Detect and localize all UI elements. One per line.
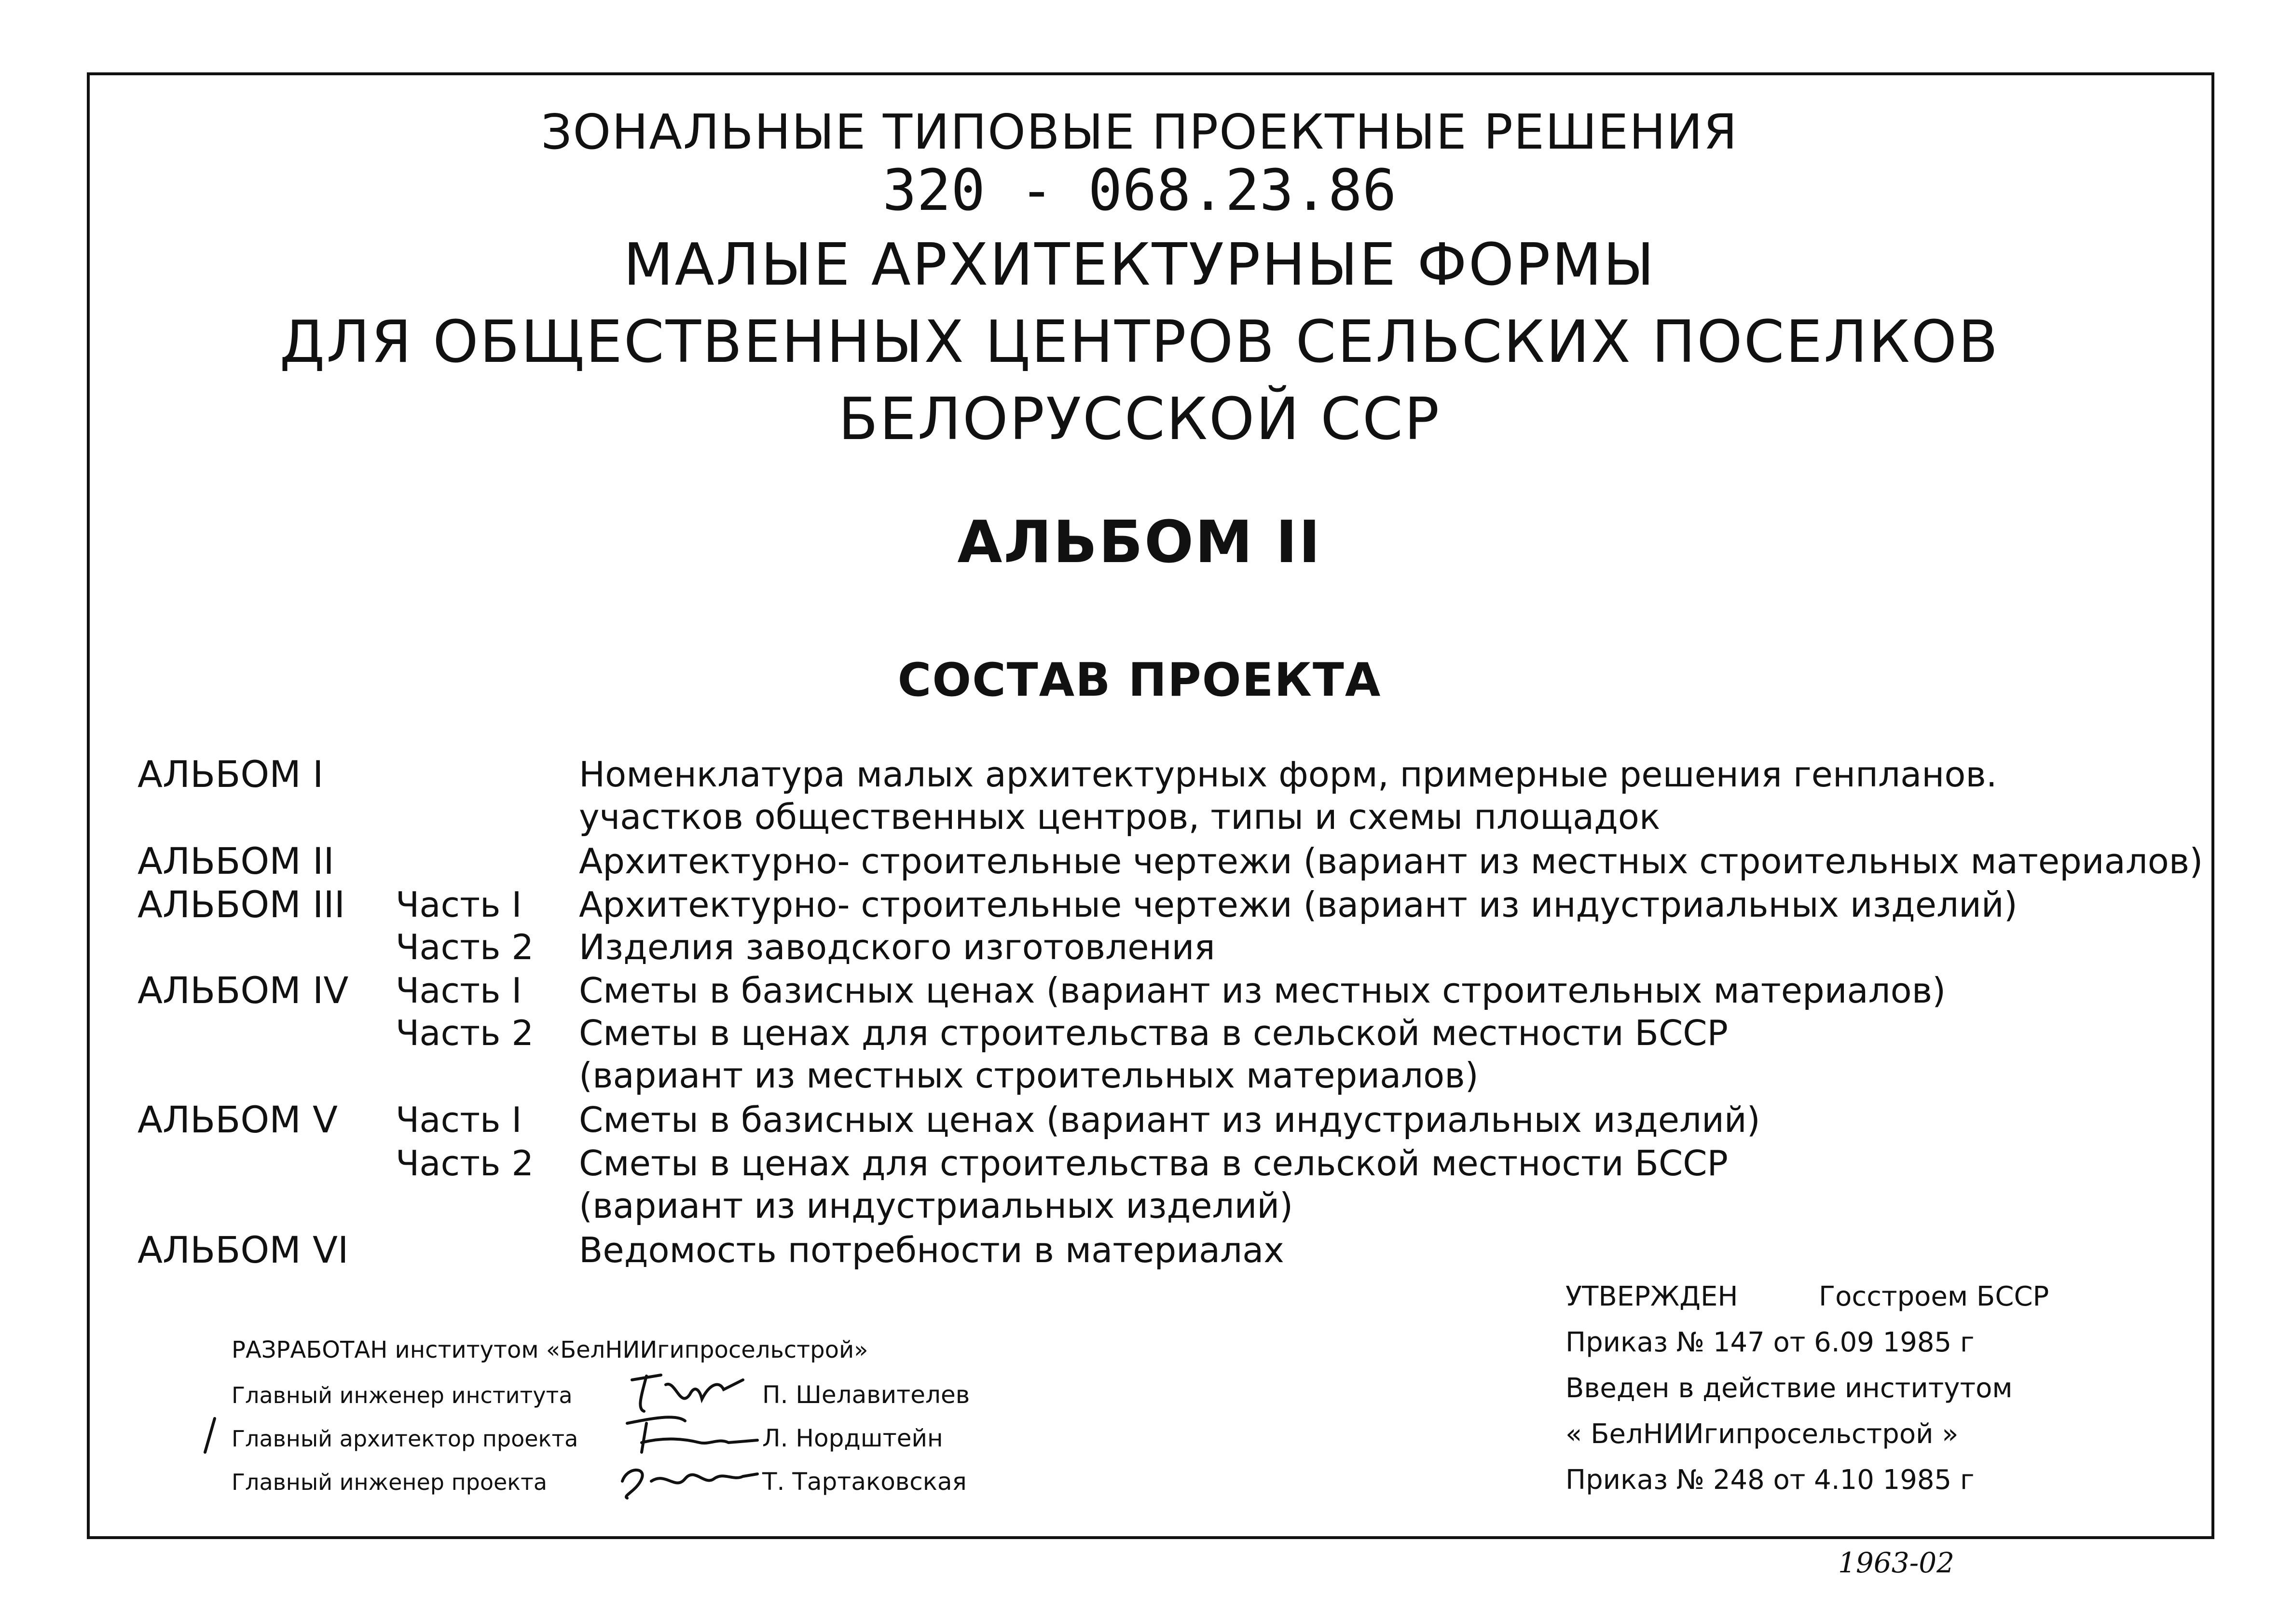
album-number: АЛЬБОМ II [957,509,1322,576]
main-title-line-2: ДЛЯ ОБЩЕСТВЕННЫХ ЦЕНТРОВ СЕЛЬСКИХ ПОСЕЛКОВ [279,309,2000,376]
composition-row [0,925,2279,969]
chief-architect-label: Главный архитектор проекта [232,1426,578,1452]
main-title-line-3: БЕЛОРУССКОЙ ССР [838,386,1441,453]
composition-heading: СОСТАВ ПРОЕКТА [897,654,1382,707]
row-album: АЛЬБОМ III [137,883,345,926]
row-album: АЛЬБОМ IV [137,969,349,1012]
chief-engineer-label: Главный инженер института [232,1382,573,1408]
approval-authority: Госстроем БССР [1819,1281,2049,1312]
margin-mark-icon [198,1414,222,1457]
row-part: Часть I [396,884,522,925]
composition-row [0,1054,2279,1097]
composition-row [0,1142,2279,1185]
row-description: Архитектурно- строительные чертежи (вариант из индустриальных изделий) [579,884,2018,925]
row-part: Часть I [396,970,522,1011]
developer-title: РАЗРАБОТАН институтом «БелНИИгипросельстрой» [232,1336,868,1363]
row-description: Изделия заводского изготовления [579,927,1215,967]
main-title-line-1: МАЛЫЕ АРХИТЕКТУРНЫЕ ФОРМЫ [623,232,1656,299]
signature-project-engineer-icon [613,1452,767,1505]
approval-label: УТВЕРЖДЕН [1565,1281,1738,1312]
row-part: Часть 2 [396,927,534,967]
row-part: Часть 2 [396,1143,534,1184]
row-description: участков общественных центров, типы и схемы площадок [579,797,1661,837]
composition-row [0,1184,2279,1227]
inventory-number: 1963-02 [1838,1546,1955,1579]
composition-row [0,840,2279,883]
row-description: Сметы в базисных ценах (вариант из местных строительных материалов) [579,970,1946,1011]
composition-row [0,969,2279,1012]
composition-row [0,753,2279,796]
project-engineer-name: Т. Тартаковская [762,1468,967,1496]
project-code: 320 - 068.23.86 [882,157,1397,223]
row-album: АЛЬБОМ V [137,1098,338,1141]
row-part: Часть I [396,1100,522,1140]
approval-order-2: Приказ № 248 от 4.10 1985 г [1565,1464,1975,1496]
row-description: (вариант из индустриальных изделий) [579,1185,1293,1226]
composition-row [0,1228,2279,1272]
enacted-by-label: Введен в действие институтом [1565,1373,2013,1404]
row-part: Часть 2 [396,1013,534,1053]
chief-engineer-name: П. Шелавителев [762,1381,970,1409]
project-engineer-label: Главный инженер проекта [232,1469,548,1495]
composition-row [0,883,2279,926]
row-album: АЛЬБОМ II [137,840,334,882]
row-description: Сметы в базисных ценах (вариант из индустриальных изделий) [579,1100,1760,1140]
row-description: Архитектурно- строительные чертежи (вариант из местных строительных материалов) [579,841,2203,881]
approval-order-1: Приказ № 147 от 6.09 1985 г [1565,1327,1975,1358]
row-description: Сметы в ценах для строительства в сельской местности БССР [579,1013,1728,1053]
composition-row [0,1011,2279,1055]
row-description: Номенклатура малых архитектурных форм, примерные решения генпланов. [579,754,1997,795]
chief-architect-name: Л. Нордштейн [762,1424,943,1452]
row-description: Ведомость потребности в материалах [579,1230,1284,1270]
series-title: ЗОНАЛЬНЫЕ ТИПОВЫЕ ПРОЕКТНЫЕ РЕШЕНИЯ [541,104,1738,160]
row-description: (вариант из местных строительных материалов) [579,1055,1479,1096]
row-album: АЛЬБОМ VI [137,1228,349,1271]
composition-row [0,1098,2279,1142]
composition-row [0,795,2279,839]
row-album: АЛЬБОМ I [137,753,324,796]
row-description: Сметы в ценах для строительства в сельской местности БССР [579,1143,1728,1184]
enacting-institute: « БелНИИгипросельстрой » [1565,1418,1959,1450]
